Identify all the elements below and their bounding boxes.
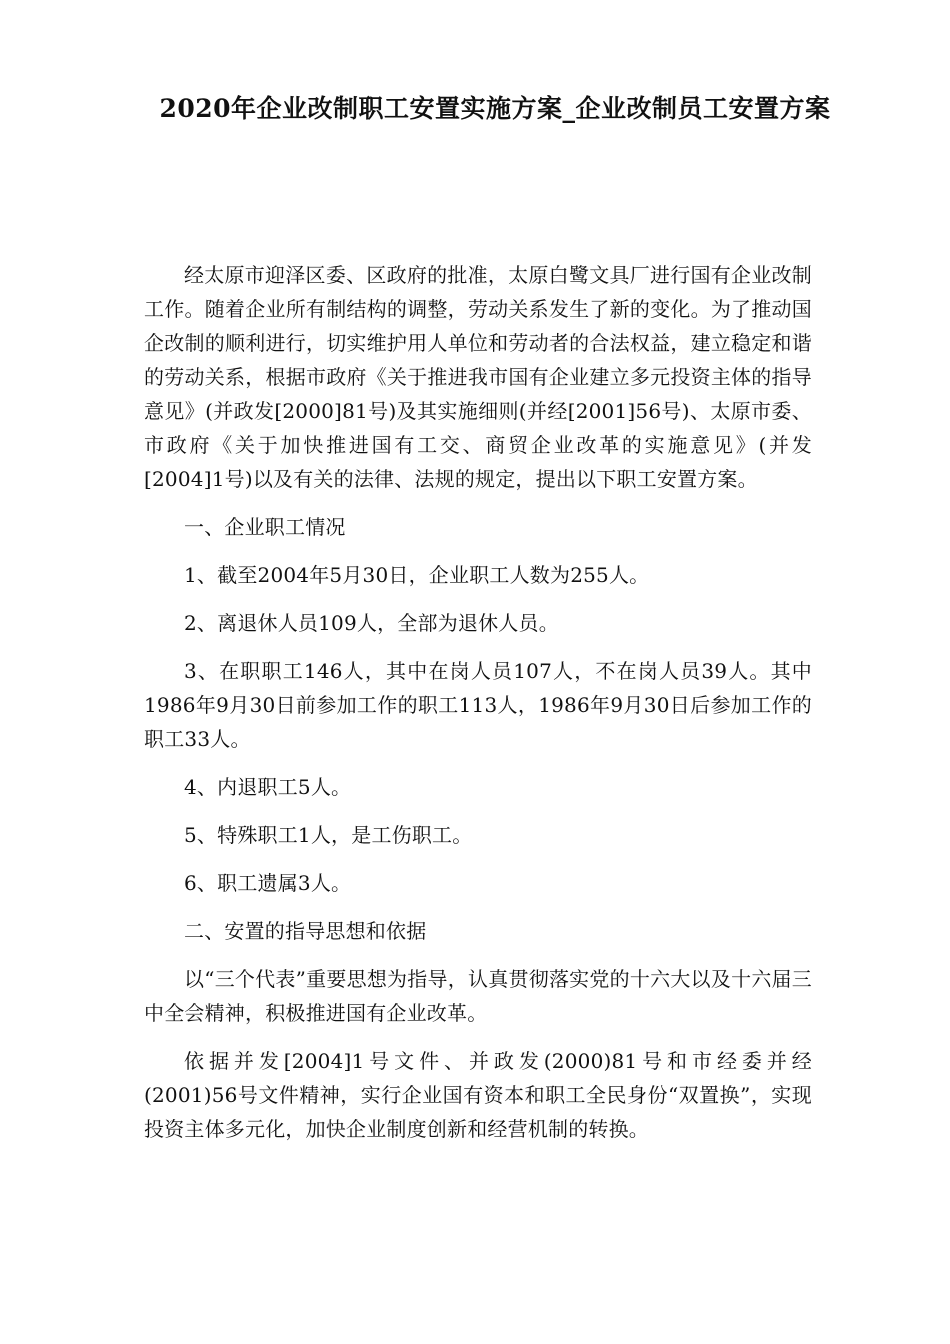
paragraph-intro: 经太原市迎泽区委、区政府的批准，太原白鹭文具厂进行国有企业改制工作。随着企业所有制结构的调整，劳动关系发生了新的变化。为了推动国企改制的顺利进行，切实维护用人单位和劳动者的合法权益，建立稳定和谐的劳动关系，根据市政府《关于推进我市国有企业建立多元投资主体的指导意见》(并政发[2000]81号)及其实施细则(并经[2001]56号)、太原市委、市政府《关于加快推进国有工交、商贸企业改革的实施意见》(并发[2004]1号)以及有关的法律、法规的规定，提出以下职工安置方案。 <box>144 263 812 491</box>
section-heading-2: 二、安置的指导思想和依据 <box>184 919 427 943</box>
list-item: 6、职工遗属3人。 <box>184 871 352 895</box>
list-item: 5、特殊职工1人，是工伤职工。 <box>184 823 473 847</box>
paragraph-guideline: 以“三个代表”重要思想为指导，认真贯彻落实党的十六大以及十六届三中全会精神，积极推进国有企业改革。 <box>144 967 812 1025</box>
list-item: 3、在职职工146人，其中在岗人员107人，不在岗人员39人。其中1986年9月30日前参加工作的职工113人，1986年9月30日后参加工作的职工33人。 <box>144 659 812 751</box>
section-heading-1: 一、企业职工情况 <box>184 515 346 539</box>
list-item: 2、离退休人员109人，全部为退休人员。 <box>184 611 559 635</box>
document-body <box>144 258 812 1146</box>
list-item: 1、截至2004年5月30日，企业职工人数为255人。 <box>184 563 650 587</box>
document-title: 2020年企业改制职工安置实施方案_企业改制员工安置方案 <box>159 94 831 123</box>
paragraph-basis: 依据并发[2004]1号文件、并政发(2000)81号和市经委并经(2001)56号文件精神，实行企业国有资本和职工全民身份“双置换”，实现投资主体多元化，加快企业制度创新和经营机制的转换。 <box>144 1049 812 1141</box>
list-item: 4、内退职工5人。 <box>184 775 352 799</box>
